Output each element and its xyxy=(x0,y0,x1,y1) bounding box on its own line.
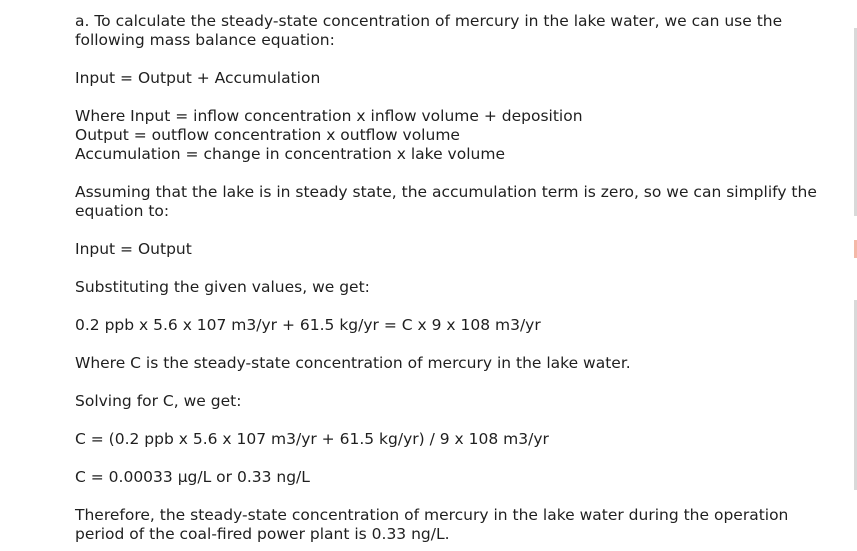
paragraph-intro: a. To calculate the steady-state concentration of mercury in the lake water, we can use the following mass balance equation: xyxy=(75,12,783,49)
equation-substituted: 0.2 ppb x 5.6 x 107 m3/yr + 61.5 kg/yr = C x 9 x 108 m3/yr xyxy=(75,316,541,334)
paragraph-substituting: Substituting the given values, we get: xyxy=(75,278,370,296)
paragraph-where-c: Where C is the steady-state concentration of mercury in the lake water. xyxy=(75,354,631,372)
definition-output: Output = outflow concentration x outflow volume xyxy=(75,126,460,144)
paragraph-solving: Solving for C, we get: xyxy=(75,392,242,410)
equation-solve-c: C = (0.2 ppb x 5.6 x 107 m3/yr + 61.5 kg/yr) / 9 x 108 m3/yr xyxy=(75,430,549,448)
definition-input: Where Input = inflow concentration x inflow volume + deposition xyxy=(75,107,583,125)
equation-simplified: Input = Output xyxy=(75,240,192,258)
paragraph-conclusion: Therefore, the steady-state concentration of mercury in the lake water during the operation period of the coal-fired power plant is 0.33 ng/L. xyxy=(75,506,789,543)
document-body xyxy=(75,12,835,551)
scrollbar[interactable] xyxy=(853,0,857,551)
definition-accumulation: Accumulation = change in concentration x lake volume xyxy=(75,145,505,163)
equation-mass-balance: Input = Output + Accumulation xyxy=(75,69,321,87)
paragraph-steady-state: Assuming that the lake is in steady state, the accumulation term is zero, so we can simplify the equation to: xyxy=(75,183,817,220)
equation-result: C = 0.00033 μg/L or 0.33 ng/L xyxy=(75,468,310,486)
